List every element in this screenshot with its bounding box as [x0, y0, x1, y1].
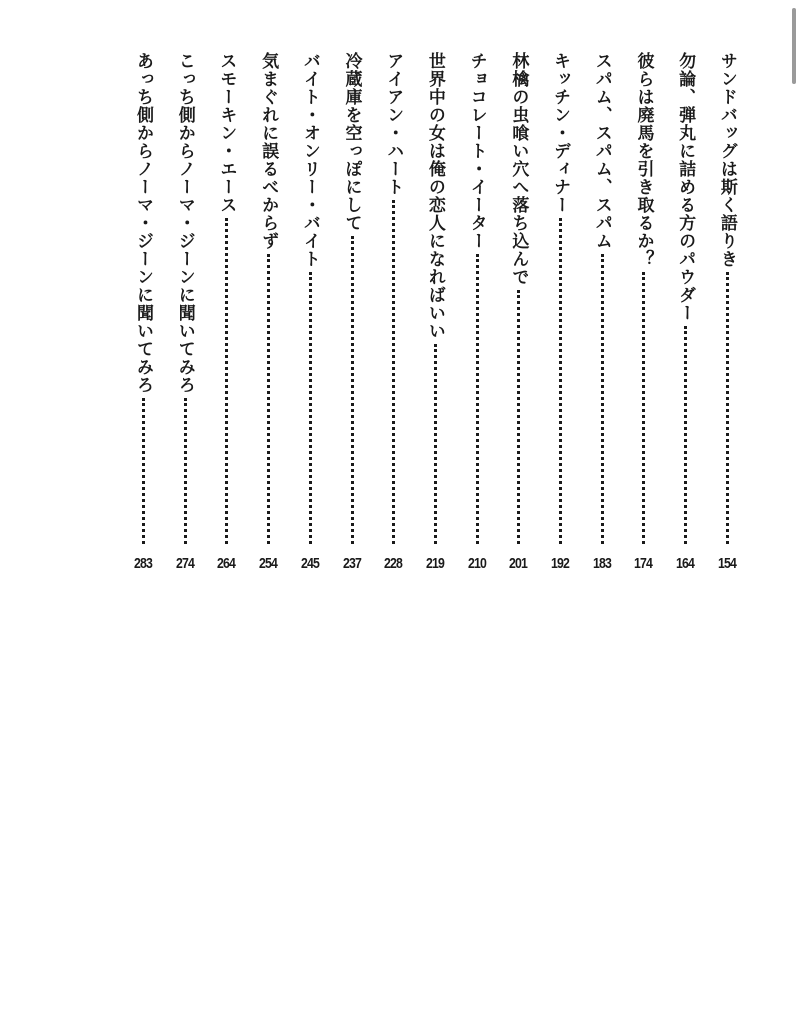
- toc-leader-dots: [392, 200, 395, 544]
- toc-leader-dots: [726, 272, 729, 544]
- toc-entry-page: 228: [384, 555, 403, 572]
- toc-entry[interactable]: [172, 52, 198, 572]
- toc-entry-title: チョコレート・イーター: [466, 52, 487, 250]
- toc-leader-dots: [476, 254, 479, 544]
- toc-entry-title: こっち側からノーマ・ジーンに聞いてみろ: [174, 52, 195, 394]
- toc-leader-dots: [267, 254, 270, 544]
- toc-leader-dots: [351, 236, 354, 544]
- toc-entry[interactable]: [589, 52, 615, 572]
- scrollbar-thumb[interactable]: [792, 8, 796, 84]
- toc-entry-page: 237: [342, 555, 361, 572]
- toc-entry[interactable]: [339, 52, 365, 572]
- toc-entry-page: 283: [133, 555, 153, 572]
- toc-entry[interactable]: [380, 52, 406, 572]
- toc-entry-page: 254: [259, 555, 278, 572]
- toc-entry[interactable]: [422, 52, 448, 572]
- toc-entry[interactable]: [255, 52, 281, 572]
- toc-entry-page: 174: [634, 555, 653, 572]
- table-of-contents: [130, 52, 740, 572]
- toc-entry-page: 183: [592, 555, 611, 572]
- toc-entry-title: 林檎の虫喰い穴へ落ち込んで: [508, 52, 529, 286]
- toc-entry-page: 154: [717, 555, 736, 572]
- toc-entry-page: 164: [676, 555, 695, 572]
- toc-entry-page: 201: [509, 555, 528, 572]
- toc-leader-dots: [642, 272, 645, 544]
- toc-entry-title: サンドバッグは斯く語りき: [716, 52, 737, 268]
- toc-leader-dots: [434, 344, 437, 544]
- toc-entry[interactable]: [130, 52, 156, 572]
- toc-leader-dots: [184, 398, 187, 544]
- toc-entry-page: 210: [467, 555, 486, 572]
- toc-leader-dots: [142, 398, 145, 544]
- toc-entry-title: 勿論、弾丸に詰める方のパウダー: [675, 52, 696, 322]
- toc-entry-title: スパム、スパム、スパム: [591, 52, 612, 250]
- toc-entry[interactable]: [672, 52, 698, 572]
- toc-entry-title: 冷蔵庫を空っぽにして: [341, 52, 362, 232]
- toc-leader-dots: [601, 254, 604, 544]
- toc-leader-dots: [517, 290, 520, 544]
- toc-entry-page: 192: [550, 555, 570, 572]
- toc-entry[interactable]: [630, 52, 656, 572]
- toc-entry-page: 274: [175, 555, 194, 572]
- vertical-scrollbar[interactable]: [789, 0, 801, 1024]
- toc-leader-dots: [684, 326, 687, 544]
- toc-entry[interactable]: [505, 52, 531, 572]
- toc-leader-dots: [309, 272, 312, 544]
- toc-entry[interactable]: [213, 52, 239, 572]
- toc-entry[interactable]: [297, 52, 323, 572]
- toc-entry-title: バイト・オンリー・バイト: [299, 52, 320, 268]
- toc-entry-page: 219: [425, 555, 444, 572]
- toc-leader-dots: [559, 218, 562, 544]
- toc-entry-page: 264: [217, 555, 236, 572]
- toc-entry-title: スモーキン・エース: [216, 52, 237, 214]
- toc-entry-page: 245: [300, 555, 319, 572]
- toc-entry[interactable]: [464, 52, 490, 572]
- toc-entry[interactable]: [714, 52, 740, 572]
- toc-entry-title: キッチン・ディナー: [550, 52, 571, 214]
- toc-entry[interactable]: [547, 52, 573, 572]
- toc-entry-title: あっち側からノーマ・ジーンに聞いてみろ: [133, 52, 153, 394]
- toc-entry-title: 気まぐれに誤るべからず: [258, 52, 279, 250]
- toc-entry-title: 世界中の女は俺の恋人になればいい: [424, 52, 445, 340]
- toc-entry-title: アイアン・ハート: [383, 52, 404, 196]
- toc-entry-title: 彼らは廃馬を引き取るか？: [633, 52, 654, 268]
- toc-leader-dots: [225, 218, 228, 544]
